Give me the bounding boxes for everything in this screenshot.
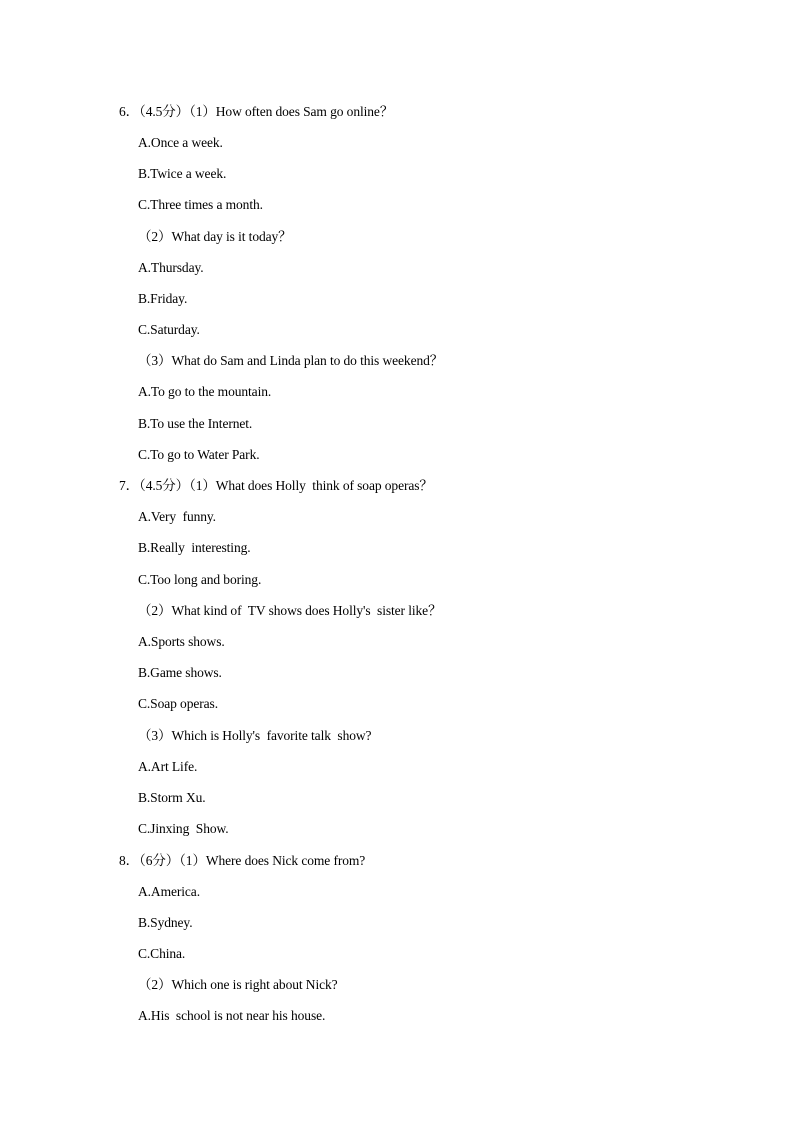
q6-2-option-c: C.Saturday. bbox=[138, 322, 200, 337]
q7-3-option-b: B.Storm Xu. bbox=[138, 790, 206, 805]
q8-2-option-a: A.His school is not near his house. bbox=[138, 1008, 326, 1023]
q6-3-option-c: C.To go to Water Park. bbox=[138, 447, 260, 462]
q6-1-option-c: C.Three times a month. bbox=[138, 197, 263, 212]
q7-2-option-b: B.Game shows. bbox=[138, 665, 222, 680]
q6-3-prompt: （3）What do Sam and Linda plan to do this weekend？ bbox=[138, 353, 444, 368]
q8-1-option-b: B.Sydney. bbox=[138, 915, 193, 930]
q6-2-option-b: B.Friday. bbox=[138, 291, 188, 306]
q6-1-option-a: A.Once a week. bbox=[138, 135, 223, 150]
q6-3-option-a: A.To go to the mountain. bbox=[138, 384, 272, 399]
q6-2-option-a: A.Thursday. bbox=[138, 260, 204, 275]
question-8-header: 8．（6分）（1）Where does Nick come from? bbox=[119, 853, 366, 868]
q7-3-prompt: （3）Which is Holly's favorite talk show? bbox=[138, 728, 372, 743]
q7-1-option-c: C.Too long and boring. bbox=[138, 572, 262, 587]
q7-2-prompt: （2）What kind of TV shows does Holly's sister like？ bbox=[138, 603, 442, 618]
q6-3-option-b: B.To use the Internet. bbox=[138, 416, 253, 431]
q7-2-option-a: A.Sports shows. bbox=[138, 634, 225, 649]
q7-3-option-c: C.Jinxing Show. bbox=[138, 821, 229, 836]
q6-2-prompt: （2）What day is it today？ bbox=[138, 229, 292, 244]
q8-2-prompt: （2）Which one is right about Nick? bbox=[138, 977, 338, 992]
q7-1-option-b: B.Really interesting. bbox=[138, 540, 251, 555]
q6-1-option-b: B.Twice a week. bbox=[138, 166, 227, 181]
question-7-header: 7．（4.5分）（1）What does Holly think of soap operas？ bbox=[119, 478, 433, 493]
q7-1-option-a: A.Very funny. bbox=[138, 509, 216, 524]
q8-1-option-a: A.America. bbox=[138, 884, 200, 899]
q7-3-option-a: A.Art Life. bbox=[138, 759, 198, 774]
q7-2-option-c: C.Soap operas. bbox=[138, 696, 218, 711]
q8-1-option-c: C.China. bbox=[138, 946, 186, 961]
question-6-header: 6．（4.5分）（1）How often does Sam go online？ bbox=[119, 104, 394, 119]
